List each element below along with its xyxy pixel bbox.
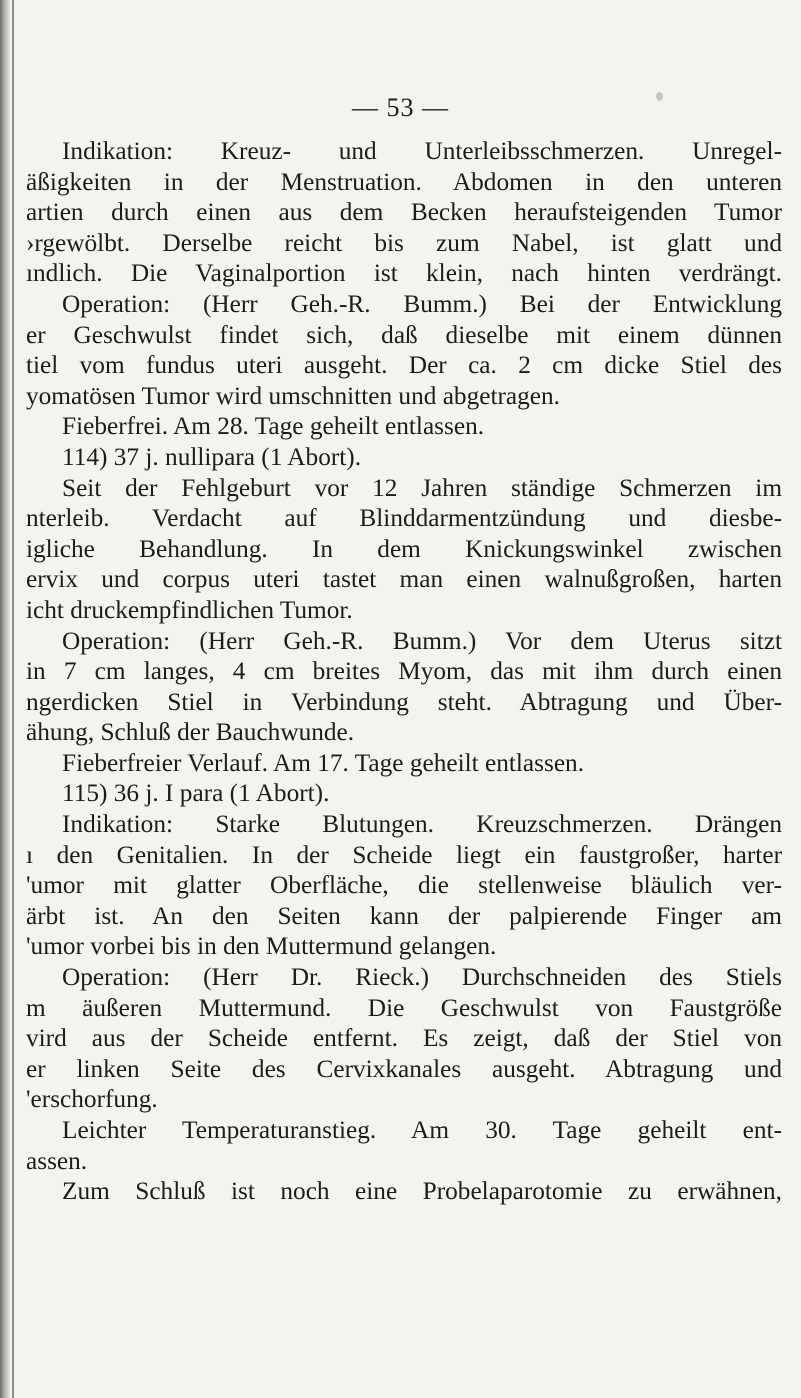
text-line: 'umor mit glatter Oberfläche, die stellenweise bläulich ver- [26,871,782,900]
text-line: igliche Behandlung. In dem Knickungswinkel zwischen [26,534,782,563]
text-line: ›rgewölbt. Derselbe reicht bis zum Nabel, ist glatt und [26,228,782,257]
text-line: tiel vom fundus uteri ausgeht. Der ca. 2 cm dicke Stiel des [26,351,782,380]
text-line: Seit der Fehlgeburt vor 12 Jahren ständige Schmerzen im [62,473,782,502]
text-line: 'umor vorbei bis in den Muttermund gelangen. [26,932,497,961]
text-line: ähung, Schluß der Bauchwunde. [26,718,355,747]
text-line: icht druckempfindlichen Tumor. [26,595,353,624]
text-line: ervix und corpus uteri tastet man einen walnußgroßen, harten [26,565,782,594]
text-line: vird aus der Scheide entfernt. Es zeigt, daß der Stiel von [26,1024,782,1053]
text-line: m äußeren Muttermund. Die Geschwulst von Faustgröße [26,993,782,1022]
text-line: Leichter Temperaturanstieg. Am 30. Tage geheilt ent- [62,1116,782,1144]
page-binding-shadow [0,0,10,1398]
text-line: ärbt ist. An den Seiten kann der palpierende Finger am [26,901,782,930]
text-line: ngerdicken Stiel in Verbindung steht. Abtragung und Über- [26,687,782,716]
page-binding-line [12,0,14,1398]
text-line: Indikation: Starke Blutungen. Kreuzschmerzen. Drängen [62,810,782,839]
text-line: Zum Schluß ist noch eine Probelaparotomie zu erwähnen, [62,1177,782,1206]
text-line: in 7 cm langes, 4 cm breites Myom, das mit ihm durch einen [26,657,782,686]
text-line: Operation: (Herr Dr. Rieck.) Durchschneiden des Stiels [62,963,782,992]
text-line: yomatösen Tumor wird umschnitten und abgetragen. [26,381,560,410]
text-line: assen. [26,1146,88,1175]
text-line: Indikation: Kreuz- und Unterleibsschmerzen. Unregel- [62,137,782,165]
text-line: 115) 36 j. I para (1 Abort). [62,779,330,808]
text-line: nterleib. Verdacht auf Blinddarmentzündung und diesbe- [26,504,782,533]
text-line: ındlich. Die Vaginalportion ist klein, nach hinten verdrängt. [26,259,782,288]
text-line: Operation: (Herr Geh.-R. Bumm.) Vor dem Uterus sitzt [62,626,782,655]
text-line: ı den Genitalien. In der Scheide liegt ein faustgroßer, harter [26,840,782,869]
text-line: artien durch einen aus dem Becken heraufsteigenden Tumor [26,198,782,227]
text-line: er Geschwulst findet sich, daß dieselbe mit einem dünnen [26,320,782,349]
page-number: — 53 — [352,93,449,122]
text-line: Fieberfrei. Am 28. Tage geheilt entlassen. [62,412,485,441]
text-line: 114) 37 j. nullipara (1 Abort). [62,442,362,471]
text-line: 'erschorfung. [26,1085,158,1114]
text-line: Fieberfreier Verlauf. Am 17. Tage geheilt entlassen. [62,748,585,777]
text-line: äßigkeiten in der Menstruation. Abdomen in den unteren [26,167,782,196]
body-text [26,136,782,1207]
text-line: er linken Seite des Cervixkanales ausgeht. Abtragung und [26,1054,782,1083]
text-line: Operation: (Herr Geh.-R. Bumm.) Bei der Entwicklung [62,289,782,318]
